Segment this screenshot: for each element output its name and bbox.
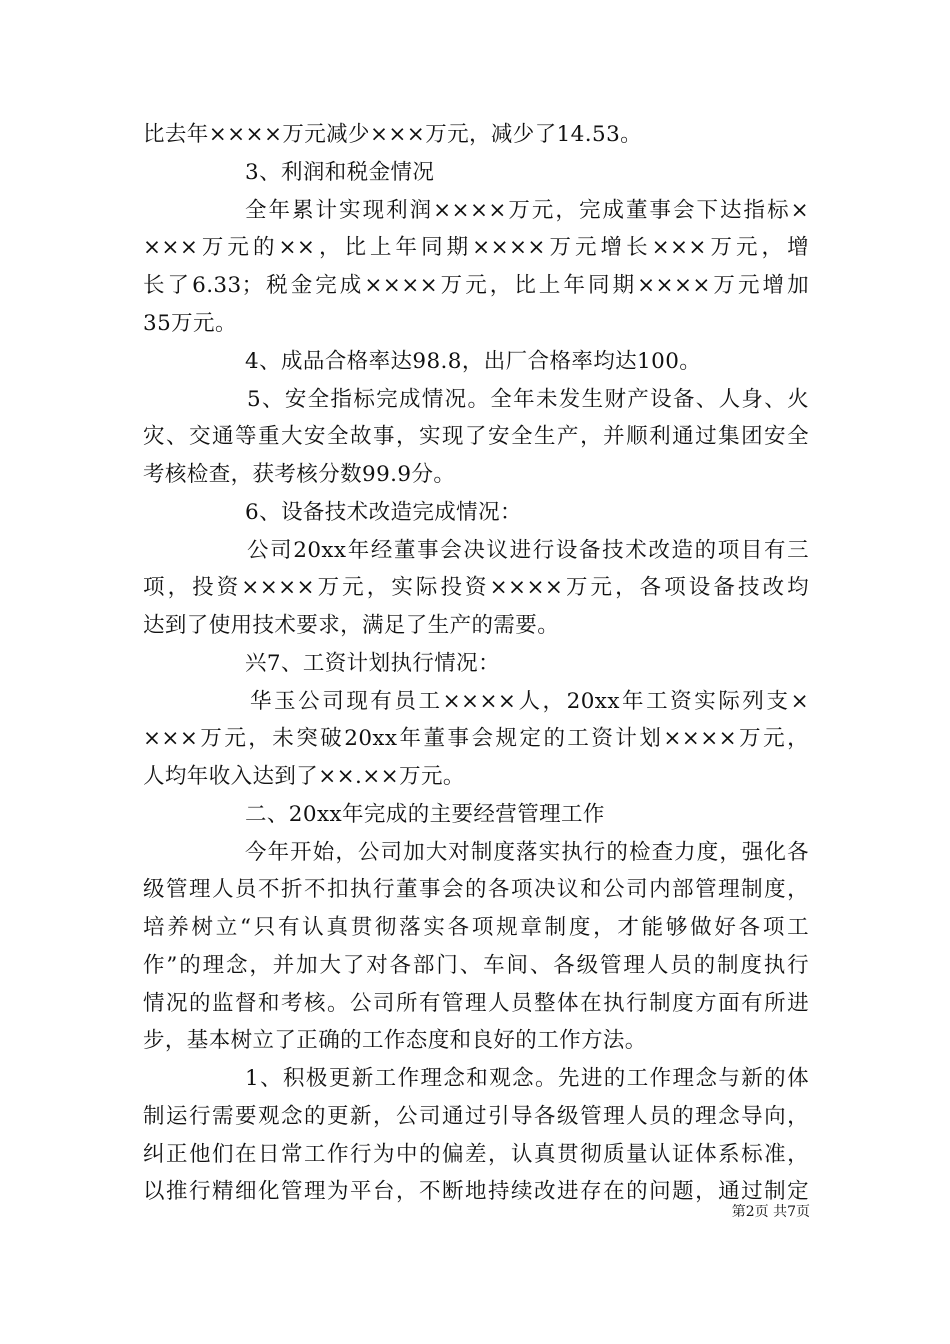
text-line: 达到了使用技术要求，满足了生产的需要。 [143, 613, 560, 638]
section-heading: 3、利润和税金情况 [245, 160, 435, 185]
text-line: 级管理人员不折不扣执行董事会的各项决议和公司内部管理制度， [143, 877, 809, 902]
text-line: 公司20xx年经董事会决议进行设备技术改造的项目有三 [247, 538, 809, 563]
text-line: 长了6.33；税金完成××××万元，比上年同期××××万元增加 [143, 273, 809, 298]
text-line: 5、安全指标完成情况。全年未发生财产设备、人身、火 [247, 387, 809, 412]
page-number-footer: 第2页 共7页 [731, 1204, 810, 1220]
text-line: 人均年收入达到了××.××万元。 [143, 764, 465, 789]
text-line: ×××万元，未突破20xx年董事会规定的工资计划××××万元， [143, 726, 809, 751]
section-heading: 兴7、工资计划执行情况： [245, 651, 500, 676]
text-line: 考核检查，获考核分数99.9分。 [143, 462, 456, 487]
text-line: ×××万元的××，比上年同期××××万元增长×××万元，增 [143, 235, 809, 260]
text-line: 35万元。 [143, 311, 237, 336]
text-line: 项，投资××××万元，实际投资××××万元，各项设备技改均 [143, 575, 809, 600]
text-line: 情况的监督和考核。公司所有管理人员整体在执行制度方面有所进 [143, 991, 809, 1016]
text-line: 以推行精细化管理为平台，不断地持续改进存在的问题，通过制定 [143, 1179, 809, 1204]
text-line: 培养树立“只有认真贯彻落实各项规章制度，才能够做好各项工 [143, 915, 809, 940]
text-line: 比去年××××万元减少×××万元，减少了14.53。 [143, 122, 643, 147]
text-line: 灾、交通等重大安全故事，实现了安全生产，并顺利通过集团安全 [143, 424, 809, 449]
text-line: 1、积极更新工作理念和观念。先进的工作理念与新的体 [245, 1066, 809, 1091]
section-heading: 6、设备技术改造完成情况： [245, 500, 522, 525]
text-line: 华玉公司现有员工××××人，20xx年工资实际列支× [250, 689, 809, 714]
text-line: 作”的理念，并加大了对各部门、车间、各级管理人员的制度执行 [143, 953, 809, 978]
section-heading: 4、成品合格率达98.8，出厂合格率均达100。 [245, 349, 702, 374]
section-heading: 二、20xx年完成的主要经营管理工作 [245, 802, 605, 827]
text-line: 今年开始，公司加大对制度落实执行的检查力度，强化各 [245, 840, 809, 865]
text-line: 制运行需要观念的更新，公司通过引导各级管理人员的理念导向， [143, 1104, 809, 1129]
text-line: 步，基本树立了正确的工作态度和良好的工作方法。 [143, 1028, 647, 1053]
text-line: 纠正他们在日常工作行为中的偏差，认真贯彻质量认证体系标准， [143, 1142, 809, 1167]
text-line: 全年累计实现利润××××万元，完成董事会下达指标× [245, 198, 809, 223]
